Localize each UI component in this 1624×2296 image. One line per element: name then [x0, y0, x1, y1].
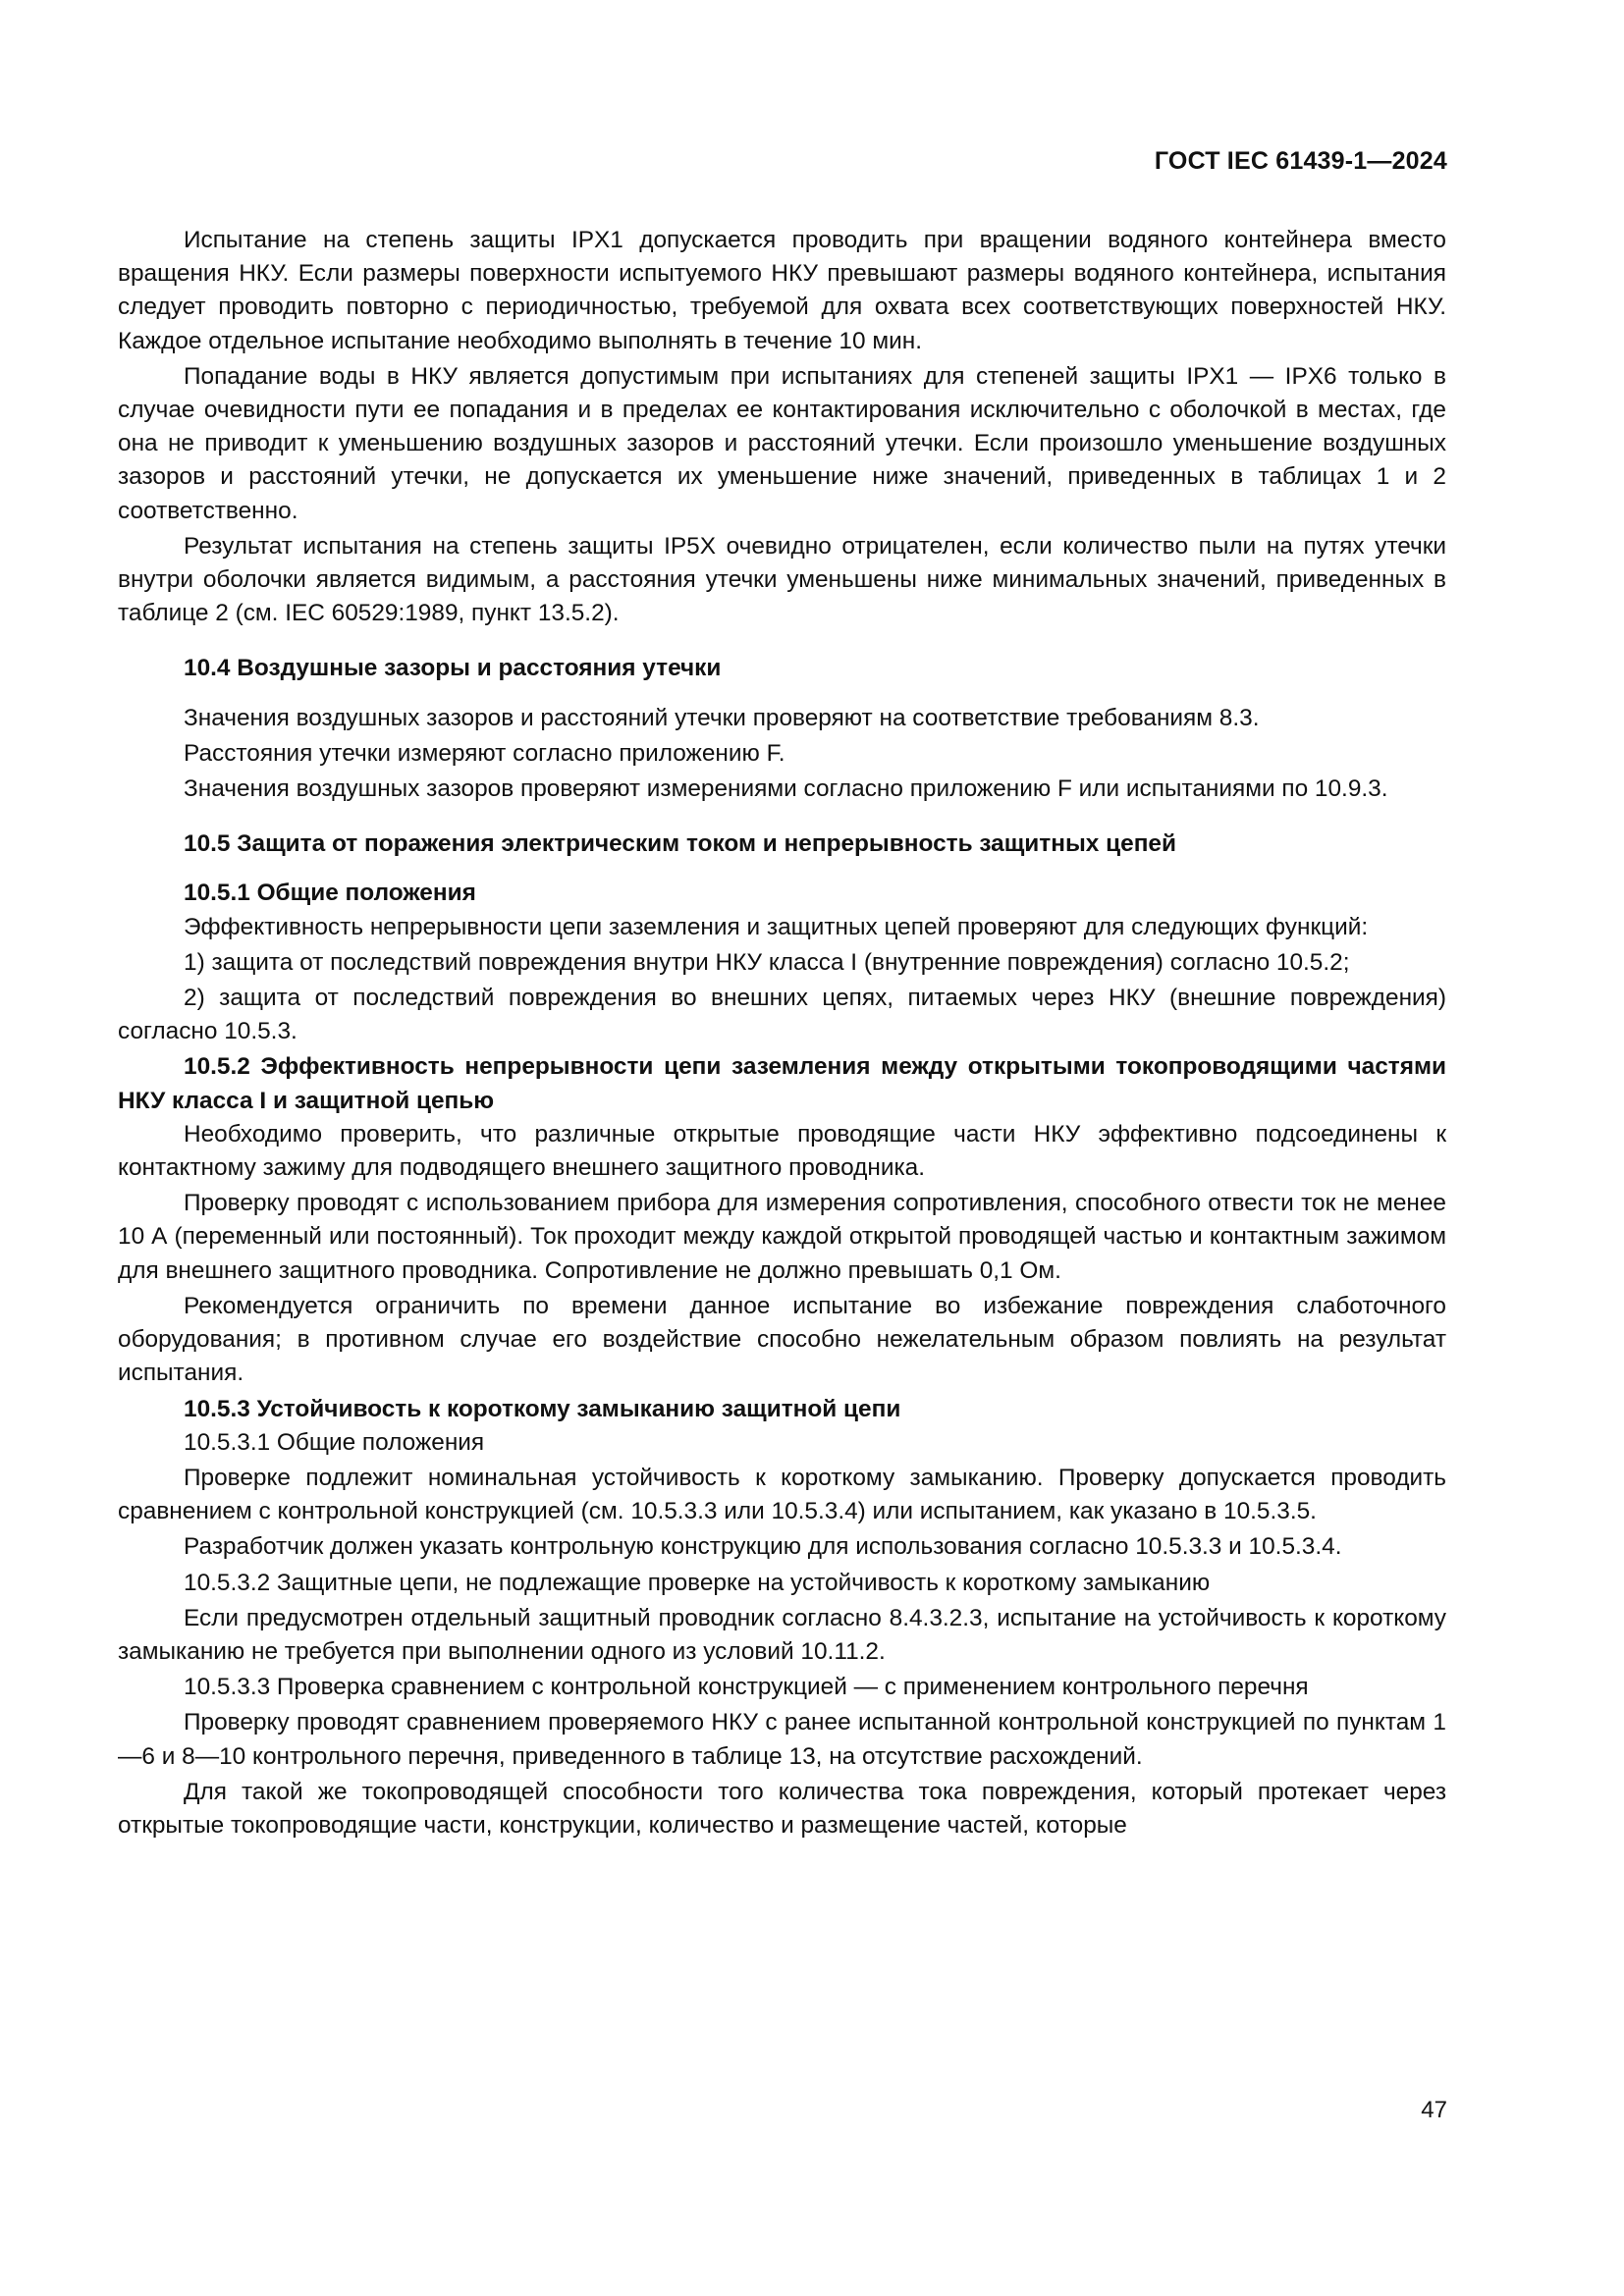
paragraph: Если предусмотрен отдельный защитный проводник согласно 8.4.3.2.3, испытание на устойчивость к короткому замыканию не требуется при выполнении одного из условий 10.11.2. — [118, 1604, 1446, 1665]
clause-title: 10.5.3.2 Защитные цепи, не подлежащие проверке на устойчивость к короткому замыканию — [184, 1569, 1211, 1596]
paragraph: Расстояния утечки измеряют согласно приложению F. — [184, 739, 785, 767]
document-body — [118, 224, 1446, 1842]
clause-title: 10.5.3.1 Общие положения — [184, 1428, 485, 1456]
paragraph: Необходимо проверить, что различные открытые проводящие части НКУ эффективно подсоединены к контактному зажиму для подводящего внешнего защитного проводника. — [118, 1120, 1446, 1182]
paragraph: Проверку проводят сравнением проверяемого НКУ с ранее испытанной контрольной конструкцией по пунктам 1—6 и 8—10 контрольного перечня, приведенного в таблице 13, на отсутствие расхождений. — [118, 1709, 1446, 1770]
section-heading-10-4: 10.4 Воздушные зазоры и расстояния утечки — [184, 655, 722, 682]
subsection-heading-10-5-1: 10.5.1 Общие положения — [184, 880, 476, 907]
section-heading-10-5: 10.5 Защита от поражения электрическим током и непрерывность защитных цепей — [184, 830, 1176, 858]
paragraph: Попадание воды в НКУ является допустимым при испытаниях для степеней защиты IPX1 — IPX6 только в случае очевидности пути ее попадания и в пределах ее контактирования исключительно с оболочкой в местах, где она не приводит к уменьшению воздушных зазоров и расстояний утечки. Если произошло уменьшение воздушных зазоров и расстояний утечки, не допускается их уменьшение ниже значений, приведенных в таблицах 1 и 2 соответственно. — [118, 362, 1446, 524]
paragraph: Испытание на степень защиты IPX1 допускается проводить при вращении водяного контейнера вместо вращения НКУ. Если размеры поверхности испытуемого НКУ превышают размеры водяного контейнера, испытания следует проводить повторно с периодичностью, требуемой для охвата всех соответствующих поверхностей НКУ. Каждое отдельное испытание необходимо выполнять в течение 10 мин. — [118, 227, 1446, 354]
subsection-heading-10-5-2: 10.5.2 Эффективность непрерывности цепи заземления между открытыми токопроводящими частями НКУ класса I и защитной цепью — [118, 1053, 1446, 1114]
clause-title: 10.5.3.3 Проверка сравнением с контрольной конструкцией — с применением контрольного перечня — [184, 1674, 1309, 1701]
subsection-heading-10-5-3: 10.5.3 Устойчивость к короткому замыканию защитной цепи — [184, 1395, 901, 1422]
page-number: 47 — [1421, 2097, 1447, 2123]
paragraph: Для такой же токопроводящей способности того количества тока повреждения, который протекает через открытые токопроводящие части, конструкции, количество и размещение частей, которые — [118, 1778, 1446, 1839]
paragraph: Значения воздушных зазоров проверяют измерениями согласно приложению F или испытаниями по 10.9.3. — [184, 775, 1388, 803]
list-item: 1) защита от последствий повреждения внутри НКУ класса I (внутренние повреждения) согласно 10.5.2; — [184, 948, 1350, 976]
paragraph: Проверке подлежит номинальная устойчивость к короткому замыканию. Проверку допускается проводить сравнением с контрольной конструкцией (см. 10.5.3.3 или 10.5.3.4) или испытанием, как указано в 10.5.3.5. — [118, 1464, 1446, 1525]
paragraph: Эффективность непрерывности цепи заземления и защитных цепей проверяют для следующих функций: — [184, 913, 1369, 940]
paragraph: Разработчик должен указать контрольную конструкцию для использования согласно 10.5.3.3 и 10.5.3.4. — [184, 1533, 1342, 1561]
paragraph: Значения воздушных зазоров и расстояний утечки проверяют на соответствие требованиям 8.3. — [184, 704, 1260, 731]
paragraph: Проверку проводят с использованием прибора для измерения сопротивления, способного отвести ток не менее 10 А (переменный или постоянный). Ток проходит между каждой открытой проводящей частью и контактным зажимом для внешнего защитного проводника. Сопротивление не должно превышать 0,1 Ом. — [118, 1190, 1446, 1284]
list-item: 2) защита от последствий повреждения во внешних цепях, питаемых через НКУ (внешние повреждения) согласно 10.5.3. — [118, 985, 1446, 1045]
document-header: ГОСТ IEC 61439-1—2024 — [1154, 147, 1447, 175]
paragraph: Рекомендуется ограничить по времени данное испытание во избежание повреждения слаботочного оборудования; в противном случае его воздействие способно нежелательным образом повлиять на результат испытания. — [118, 1292, 1446, 1387]
paragraph: Результат испытания на степень защиты IP5X очевидно отрицателен, если количество пыли на путях утечки внутри оболочки является видимым, а расстояния утечки уменьшены ниже минимальных значений, приведенных в таблице 2 (см. IEC 60529:1989, пункт 13.5.2). — [118, 532, 1446, 627]
